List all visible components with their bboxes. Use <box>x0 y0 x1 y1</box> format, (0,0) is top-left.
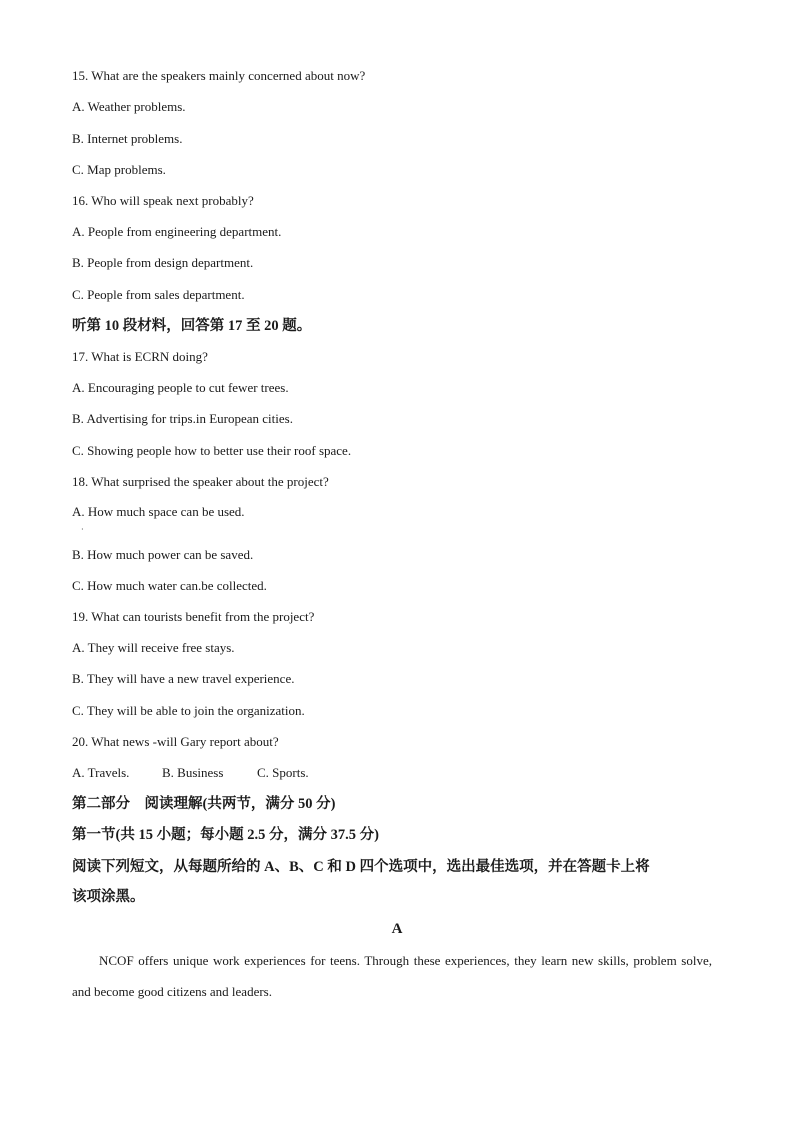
question-18-option-c: C. How much water can.be collected. <box>72 578 267 593</box>
question-15-stem: 15. What are the speakers mainly concerned about now? <box>72 68 366 83</box>
part-2-instruction-line-2: 该项涂黑。 <box>72 889 145 905</box>
question-17-stem: 17. What is ECRN doing? <box>72 349 208 364</box>
question-17-option-b: B. Advertising for trips.in European cities. <box>72 411 293 426</box>
question-20-options <box>72 765 309 781</box>
question-20-option-c: C. Sports. <box>257 765 309 780</box>
part-2-section-1-title: 第一节(共 15 小题；每小题 2.5 分，满分 37.5 分) <box>72 827 379 843</box>
question-16-option-a: A. People from engineering department. <box>72 224 282 239</box>
question-18-stem: 18. What surprised the speaker about the project? <box>72 474 329 489</box>
question-18-option-b: B. How much power can be saved. <box>72 547 254 562</box>
section-10-heading: 听第 10 段材料，回答第 17 至 20 题。 <box>72 318 312 334</box>
question-17-option-c: C. Showing people how to better use their roof space. <box>72 443 352 458</box>
stray-mark: · <box>81 525 84 534</box>
question-20-option-a: A. Travels. <box>72 765 130 780</box>
question-20-stem: 20. What news -will Gary report about? <box>72 734 279 749</box>
question-16-option-c: C. People from sales department. <box>72 287 245 302</box>
part-2-title: 第二部分 阅读理解(共两节，满分 50 分) <box>72 796 336 812</box>
passage-label: A <box>391 921 403 937</box>
question-19-option-c: C. They will be able to join the organization. <box>72 703 305 718</box>
question-19-option-a: A. They will receive free stays. <box>72 640 235 655</box>
question-20-option-b: B. Business <box>162 765 224 780</box>
question-18-option-a: A. How much space can be used. <box>72 504 245 519</box>
question-19-option-b: B. They will have a new travel experience. <box>72 671 295 686</box>
question-17-option-a: A. Encouraging people to cut fewer trees. <box>72 380 289 395</box>
question-15-option-c: C. Map problems. <box>72 162 166 177</box>
part-2-instruction-line-1: 阅读下列短文，从每题所给的 A、B、C 和 D 四个选项中，选出最佳选项，并在答题卡上将 <box>72 859 650 875</box>
question-16-stem: 16. Who will speak next probably? <box>72 193 254 208</box>
passage-a-text: NCOF offers unique work experiences for teens. Through these experiences, they learn new skills, problem solve, and become good citizens and leaders. <box>72 953 712 999</box>
question-16-option-b: B. People from design department. <box>72 255 254 270</box>
question-19-stem: 19. What can tourists benefit from the project? <box>72 609 315 624</box>
question-15-option-a: A. Weather problems. <box>72 99 186 114</box>
question-15-option-b: B. Internet problems. <box>72 131 183 146</box>
